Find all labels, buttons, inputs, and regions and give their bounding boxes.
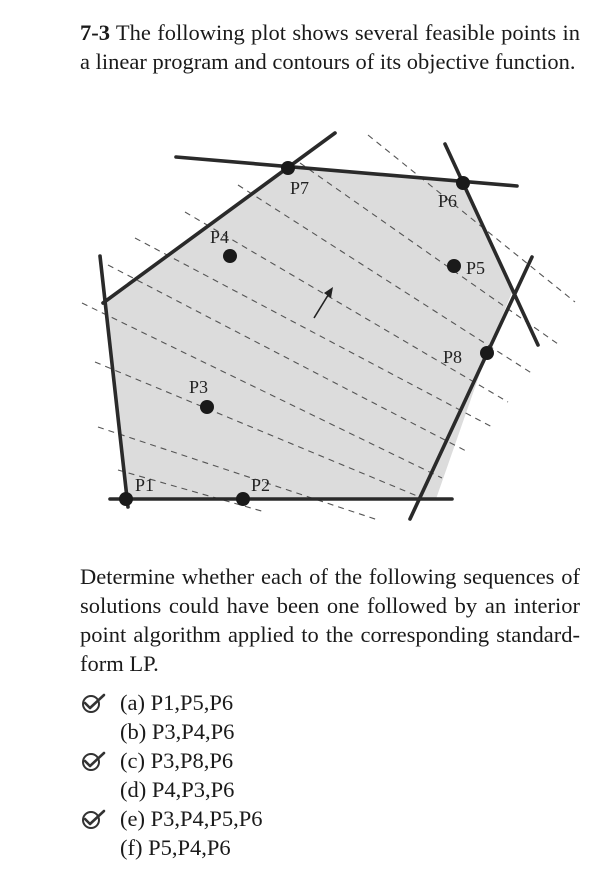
option-label: (b) P3,P4,P6 [120,719,235,744]
option-b[interactable] [80,717,263,746]
point-p8 [480,346,494,360]
point-p2 [236,492,250,506]
option-label: (f) P5,P4,P6 [120,835,231,860]
option-label: (a) P1,P5,P6 [120,690,234,715]
option-f[interactable] [80,833,263,862]
check-icon [80,809,106,829]
option-a[interactable] [80,688,263,717]
point-p6 [456,176,470,190]
point-label-p2: P2 [251,475,271,495]
point-label-p4: P4 [210,227,230,247]
problem-intro-text: The following plot shows several feasible points in a linear program and contours of its objective function. [80,20,580,74]
option-c[interactable] [80,746,263,775]
point-label-p7: P7 [290,178,310,198]
option-e[interactable] [80,804,263,833]
point-label-p8: P8 [443,347,463,367]
point-p7 [281,161,295,175]
problem-number: 7-3 [80,20,110,45]
answer-options [80,688,263,862]
point-label-p5: P5 [466,258,486,278]
point-label-p1: P1 [135,475,155,495]
option-d[interactable] [80,775,263,804]
check-icon [80,751,106,771]
check-icon [80,693,106,713]
point-label-p3: P3 [189,377,209,397]
point-p1 [119,492,133,506]
option-label: (d) P4,P3,P6 [120,777,235,802]
question-text: Determine whether each of the following sequences of solutions could have been one followed by an interior point algorithm applied to the corresponding standard-form LP. [80,564,580,676]
option-label: (e) P3,P4,P5,P6 [120,806,263,831]
point-p4 [223,249,237,263]
point-p3 [200,400,214,414]
point-p5 [447,259,461,273]
option-label: (c) P3,P8,P6 [120,748,234,773]
point-label-p6: P6 [438,191,458,211]
